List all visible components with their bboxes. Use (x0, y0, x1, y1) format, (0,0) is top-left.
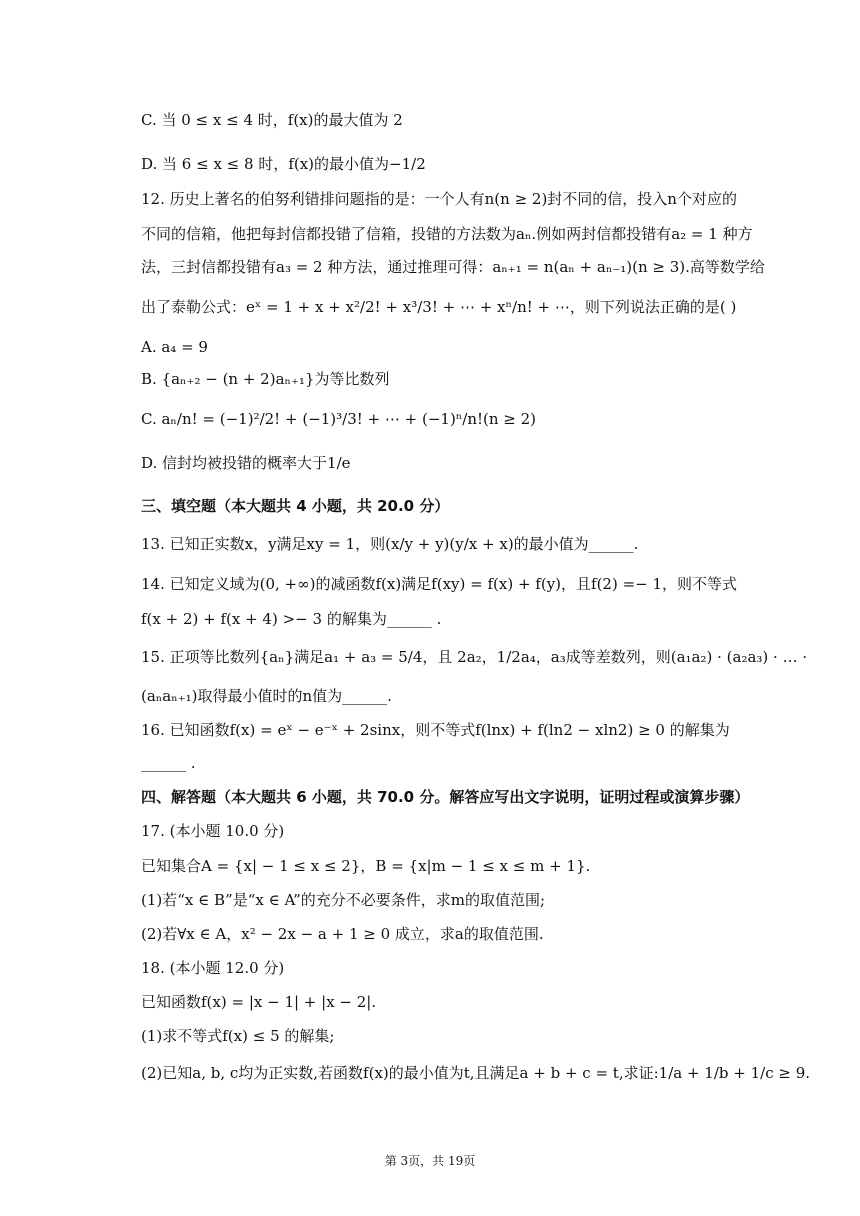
q18-line-2: (1)求不等式f(x) ≤ 5 的解集; (141, 1027, 335, 1045)
q12-line-2: 不同的信箱，他把每封信都投错了信箱，投错的方法数为aₙ.例如两封信都投错有a₂ = 1 种方 (141, 225, 753, 243)
q12-line-4: 出了泰勒公式：eˣ = 1 + x + x²/2! + x³/3! + ⋯ + xⁿ/n! + ⋯，则下列说法正确的是( ) (141, 298, 737, 316)
q17-heading: 17. (本小题 10.0 分) (141, 822, 285, 840)
q17-line-2: (1)若“x ∈ B”是“x ∈ A”的充分不必要条件，求m的取值范围; (141, 891, 546, 909)
q12-option-c: C. aₙ/n! = (−1)²/2! + (−1)³/3! + ⋯ + (−1)ⁿ/n!(n ≥ 2) (141, 410, 537, 428)
q17-line-3: (2)若∀x ∈ A，x² − 2x − a + 1 ≥ 0 成立，求a的取值范围. (141, 925, 544, 943)
q12-line-3: 法，三封信都投错有a₃ = 2 种方法，通过推理可得：aₙ₊₁ = n(aₙ + aₙ₋₁)(n ≥ 3).高等数学给 (141, 258, 765, 276)
q15-line-2: (aₙaₙ₊₁)取得最小值时的n值为______. (141, 687, 392, 705)
line-c-option: C. 当 0 ≤ x ≤ 4 时，f(x)的最大值为 2 (141, 111, 403, 129)
q16-line-2: ______ . (141, 754, 196, 772)
q18-line-3: (2)已知a, b, c均为正实数,若函数f(x)的最小值为t,且满足a + b + c = t,求证:1/a + 1/b + 1/c ≥ 9. (141, 1064, 811, 1082)
section-4-heading: 四、解答题（本大题共 6 小题，共 70.0 分。解答应写出文字说明，证明过程或演算步骤） (141, 788, 750, 806)
q18-line-1: 已知函数f(x) = |x − 1| + |x − 2|. (141, 993, 377, 1011)
q12-option-d: D. 信封均被投错的概率大于1/e (141, 454, 351, 472)
q12-option-b: B. {aₙ₊₂ − (n + 2)aₙ₊₁}为等比数列 (141, 370, 390, 388)
page-footer: 第 3页，共 19页 (384, 1154, 476, 1168)
q14-line-2: f(x + 2) + f(x + 4) >− 3 的解集为______ . (141, 610, 442, 628)
section-3-heading: 三、填空题（本大题共 4 小题，共 20.0 分） (141, 497, 450, 515)
q13-line: 13. 已知正实数x，y满足xy = 1，则(x/y + y)(y/x + x)的最小值为______. (141, 535, 639, 553)
q12-line-1: 12. 历史上著名的伯努利错排问题指的是：一个人有n(n ≥ 2)封不同的信，投入n个对应的 (141, 190, 737, 208)
q17-line-1: 已知集合A = {x| − 1 ≤ x ≤ 2}，B = {x|m − 1 ≤ x ≤ m + 1}. (141, 857, 591, 875)
line-d-option: D. 当 6 ≤ x ≤ 8 时，f(x)的最小值为−1/2 (141, 155, 426, 173)
q15-line-1: 15. 正项等比数列{aₙ}满足a₁ + a₃ = 5/4，且 2a₂，1/2a₄，a₃成等差数列，则(a₁a₂) · (a₂a₃) · … · (141, 648, 808, 666)
q12-option-a: A. a₄ = 9 (141, 338, 208, 356)
q14-line-1: 14. 已知定义域为(0, +∞)的减函数f(x)满足f(xy) = f(x) + f(y)，且f(2) =− 1，则不等式 (141, 575, 738, 593)
q18-heading: 18. (本小题 12.0 分) (141, 959, 285, 977)
q16-line-1: 16. 已知函数f(x) = eˣ − e⁻ˣ + 2sinx，则不等式f(lnx) + f(ln2 − xln2) ≥ 0 的解集为 (141, 721, 730, 739)
